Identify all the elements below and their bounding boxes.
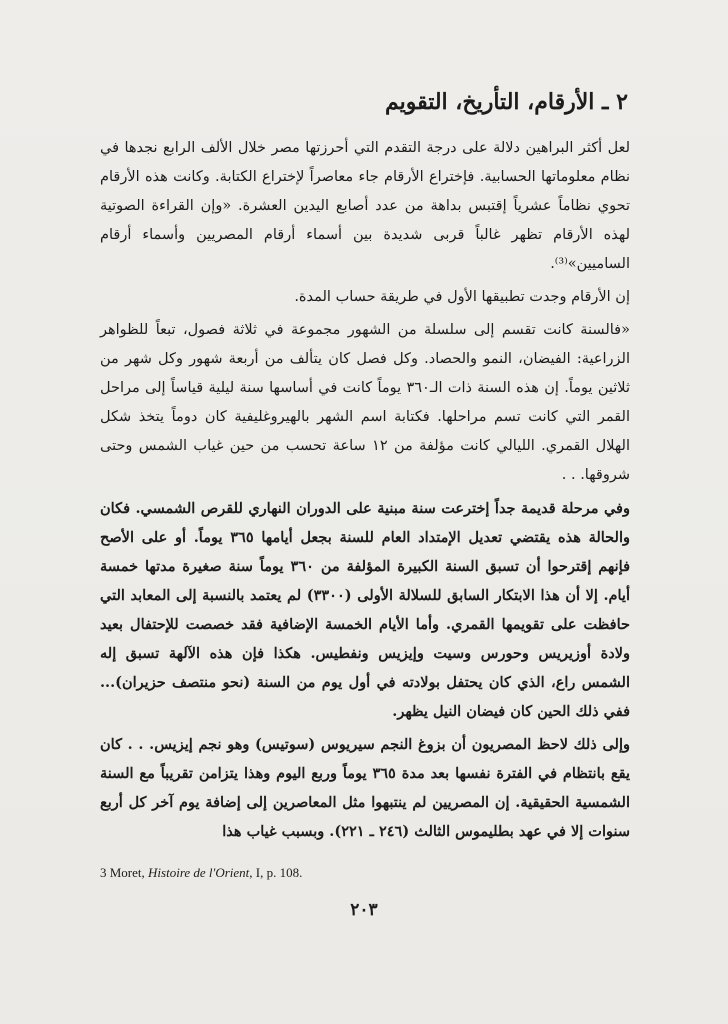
paragraph-lunar-year: «فالسنة كانت تقسم إلى سلسلة من الشهور مجموعة في ثلاثة فصول، تبعاً للظواهر الزراعية: الفيضان، النمو والحصاد. وكل فصل كان يتألف من أربعة شهور وكل شهر من ثلاثين يوماً. إن هذه السنة ذات الـ٣٦٠ يوماً كانت في أساسها سنة ليلية قياساً إلى مراحل القمر التي كانت تسم مراحلها. فكتابة اسم الشهر بالهيروغليفية كان دوماً يتخذ شكل الهلال القمري. الليالي كانت مؤلفة من ١٢ ساعة تحسب من حين غياب الشمس وحتى شروقها. . . [100,322,630,483]
footnote-title: Histoire de l'Orient [148,865,250,880]
footnote [100,864,630,882]
paragraph-sirius: وإلى ذلك لاحظ المصريون أن بزوغ النجم سيريوس (سوتيس) وهو نجم إيزيس. . . كان يقع بانتظام في الفترة نفسها بعد مدة ٣٦٥ يوماً وربع اليوم وهذا يتزامن تقريباً مع السنة الشمسية الحقيقية. إن المصريين لم ينتبهوا مثل المعاصرين إلى إضافة يوم آخر كل أربع سنوات إلا في عهد بطليموس الثالث (٢٤٦ ـ ٢٢١). وبسبب غياب هذا [100,736,630,840]
body-text [100,134,630,846]
paragraph-numerals: لعل أكثر البراهين دلالة على درجة التقدم التي أحرزتها مصر خلال الألف الرابع نجدها في نظام معلوماتها الحسابية. فإختراع الأرقام جاء معاصراً لإختراع الكتابة. وكانت هذه الأرقام تحوي نظاماً عشرياً إقتبس بداهة من عدد أصابع اليدين العشرة. «وإن القراءة الصوتية لهذه الأرقام تظهر غالباً قربى شديدة بين أسماء أرقام المصريين وأسماء أرقام الساميين»⁽³⁾. [100,140,630,272]
footnote-author: Moret, [109,865,145,880]
page-number: ٢٠٣ [350,900,378,920]
paragraph-solar-year: وفي مرحلة قديمة جداً إخترعت سنة مبنية على الدوران النهاري للقرص الشمسي. فكان والحالة هذه يقتضي تعديل الإمتداد العام للسنة بجعل أيامها ٣٦٥ يوماً. أو على الأصح فإنهم إقترحوا أن تسبق السنة الكبيرة المؤلفة من ٣٦٠ يوماً سنة صغيرة مدتها خمسة أيام. إلا أن هذا الابتكار السابق للسلالة الأولى (٣٣٠٠) لم يعتمد بالنسبة إلى المعابد التي حافظت على تقويمها القمري. وأما الأيام الخمسة الإضافية فقد خصصت للإحتفال بعيد ولادة أوزيريس وحورس وسيت وإيزيس ونفطيس. هكذا فإن هذه الآلهة تسبق إله الشمس راع، الذي كان يحتفل بولادته في أول يوم من السنة (نحو منتصف حزيران)... ففي ذلك الحين كان فيضان النيل يظهر. [100,500,630,720]
footnote-rest: , I, p. 108. [249,865,303,880]
section-heading: ٢ ـ الأرقام، التأريخ، التقويم [384,89,628,115]
paragraph-duration: إن الأرقام وجدت تطبيقها الأول في طريقة حساب المدة. [294,289,630,305]
footnote-number: 3 [100,865,107,880]
